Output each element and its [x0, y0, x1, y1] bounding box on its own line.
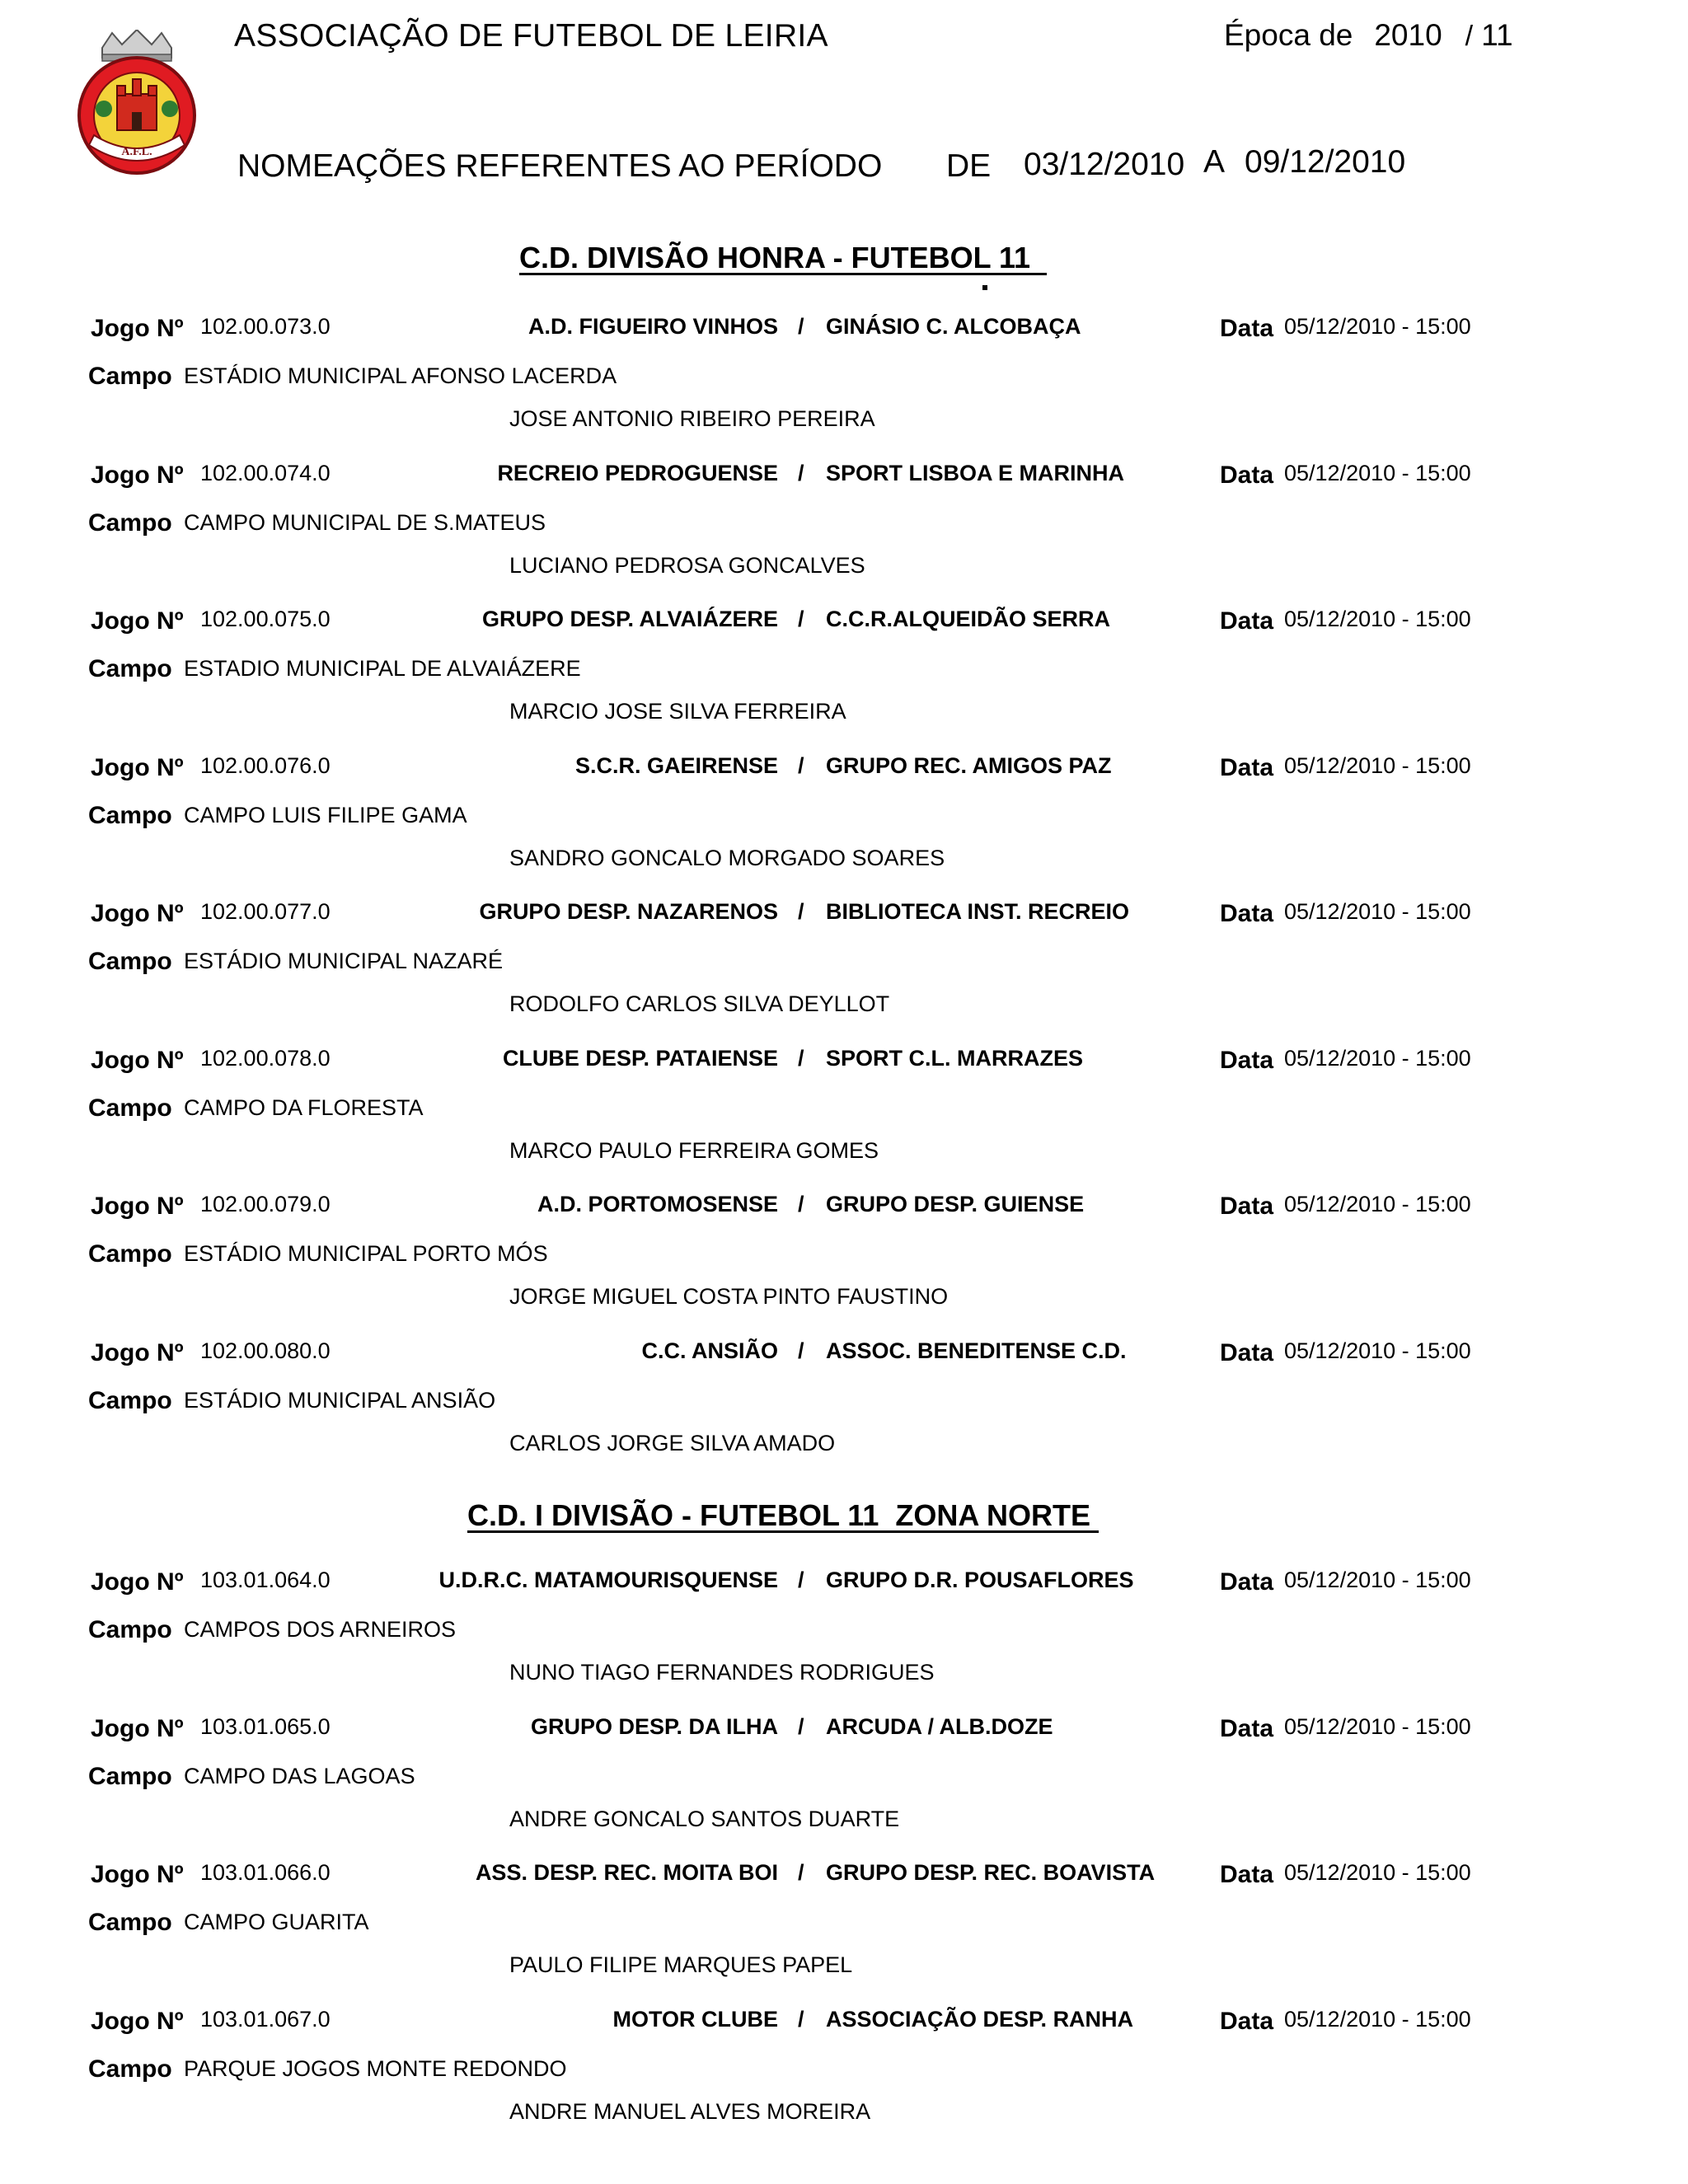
referee-name: JOSE ANTONIO RIBEIRO PEREIRA	[509, 406, 875, 431]
field-name: ESTÁDIO MUNICIPAL NAZARÉ	[184, 949, 504, 973]
game-number-label: Jogo Nº	[91, 461, 184, 489]
game-entry	[0, 607, 1688, 748]
field-name: ESTÁDIO MUNICIPAL ANSIÃO	[184, 1387, 496, 1413]
game-number: 102.00.074.0	[200, 460, 331, 485]
home-team: GRUPO DESP. ALVAIÁZERE	[481, 607, 778, 631]
game-entry	[0, 1047, 1688, 1187]
season-end: 11	[1481, 18, 1513, 52]
referee-name: RODOLFO CARLOS SILVA DEYLLOT	[509, 991, 890, 1016]
referee-name: NUNO TIAGO FERNANDES RODRIGUES	[509, 1660, 935, 1685]
game-date: 05/12/2010 - 15:00	[1284, 1860, 1471, 1885]
home-team: GRUPO DESP. NAZARENOS	[479, 899, 778, 924]
date-label: Data	[1220, 1046, 1274, 1074]
date-label: Data	[1220, 900, 1274, 927]
season-year: 2010	[1374, 18, 1442, 52]
home-team: CLUBE DESP. PATAIENSE	[502, 1045, 778, 1071]
game-number-label: Jogo Nº	[91, 753, 184, 781]
field-label: Campo	[88, 948, 172, 975]
field-name: CAMPO GUARITA	[184, 1910, 369, 1934]
game-number: 102.00.076.0	[200, 752, 331, 778]
game-number: 102.00.078.0	[200, 1045, 331, 1071]
field-label: Campo	[88, 1240, 172, 1268]
date-label: Data	[1220, 753, 1274, 781]
date-label: Data	[1220, 315, 1274, 342]
game-number: 103.01.066.0	[200, 1860, 331, 1885]
referee-name: LUCIANO PEDROSA GONCALVES	[509, 552, 865, 578]
game-entry	[0, 1715, 1688, 1855]
game-entry	[0, 462, 1688, 602]
game-number-label: Jogo Nº	[91, 1714, 184, 1742]
field-name: CAMPO DA FLORESTA	[184, 1094, 424, 1120]
teams-separator: /	[798, 1045, 804, 1071]
game-entry	[0, 1193, 1688, 1333]
teams-separator: /	[798, 1860, 804, 1885]
field-name: CAMPOS DOS ARNEIROS	[184, 1617, 457, 1642]
referee-name: JORGE MIGUEL COSTA PINTO FAUSTINO	[509, 1284, 949, 1309]
game-date: 05/12/2010 - 15:00	[1284, 607, 1471, 631]
field-name: CAMPO DAS LAGOAS	[184, 1763, 415, 1788]
field-label: Campo	[88, 1094, 172, 1122]
date-label: Data	[1220, 607, 1274, 635]
game-number: 103.01.065.0	[200, 1713, 331, 1739]
away-team: GRUPO REC. AMIGOS PAZ	[826, 752, 1112, 778]
game-number-label: Jogo Nº	[91, 607, 184, 635]
field-label: Campo	[88, 1386, 172, 1414]
date-label: Data	[1220, 1568, 1274, 1596]
organization-title: ASSOCIAÇÃO DE FUTEBOL DE LEIRIA	[234, 18, 828, 54]
game-number: 102.00.080.0	[200, 1338, 331, 1363]
game-number-label: Jogo Nº	[91, 1568, 184, 1596]
stray-dot	[982, 285, 987, 290]
home-team: A.D. PORTOMOSENSE	[537, 1192, 778, 1216]
from-label: DE	[946, 148, 992, 184]
game-entry	[0, 1339, 1688, 1479]
away-team: C.C.R.ALQUEIDÃO SERRA	[826, 607, 1111, 631]
date-label: Data	[1220, 1714, 1274, 1742]
field-label: Campo	[88, 2055, 172, 2083]
section-title: C.D. DIVISÃO HONRA - FUTEBOL 11	[518, 241, 1048, 274]
game-number: 102.00.073.0	[200, 314, 331, 339]
teams-separator: /	[798, 607, 804, 631]
teams-separator: /	[798, 314, 804, 339]
away-team: GRUPO DESP. REC. BOAVISTA	[826, 1860, 1156, 1885]
season-label: Época de	[1224, 18, 1353, 52]
field-label: Campo	[88, 1616, 172, 1643]
home-team: U.D.R.C. MATAMOURISQUENSE	[438, 1568, 778, 1592]
away-team: GINÁSIO C. ALCOBAÇA	[826, 314, 1081, 339]
game-date: 05/12/2010 - 15:00	[1284, 1568, 1471, 1592]
away-team: ARCUDA / ALB.DOZE	[826, 1713, 1053, 1739]
teams-separator: /	[798, 1192, 804, 1216]
away-team: SPORT LISBOA E MARINHA	[826, 460, 1125, 485]
game-number-label: Jogo Nº	[91, 1193, 184, 1220]
field-name: CAMPO MUNICIPAL DE S.MATEUS	[184, 509, 546, 535]
field-label: Campo	[88, 801, 172, 829]
game-date: 05/12/2010 - 15:00	[1284, 314, 1471, 339]
field-name: ESTÁDIO MUNICIPAL PORTO MÓS	[184, 1241, 548, 1266]
referee-name: ANDRE MANUEL ALVES MOREIRA	[509, 2098, 871, 2124]
date-label: Data	[1220, 1193, 1274, 1220]
field-label: Campo	[88, 1762, 172, 1790]
field-label: Campo	[88, 1909, 172, 1936]
teams-separator: /	[798, 1713, 804, 1739]
referee-name: MARCO PAULO FERREIRA GOMES	[509, 1137, 879, 1163]
teams-separator: /	[798, 460, 804, 485]
to-label: A	[1203, 144, 1226, 180]
season-info	[1224, 18, 1513, 53]
home-team: S.C.R. GAEIRENSE	[574, 752, 778, 778]
away-team: ASSOCIAÇÃO DESP. RANHA	[826, 2006, 1134, 2032]
field-label: Campo	[88, 363, 172, 390]
away-team: ASSOC. BENEDITENSE C.D.	[826, 1338, 1127, 1363]
game-date: 05/12/2010 - 15:00	[1284, 460, 1471, 485]
game-date: 05/12/2010 - 15:00	[1284, 1338, 1471, 1363]
referee-name: CARLOS JORGE SILVA AMADO	[509, 1430, 836, 1455]
game-date: 05/12/2010 - 15:00	[1284, 1192, 1471, 1216]
game-number-label: Jogo Nº	[91, 1338, 184, 1366]
period-label: NOMEAÇÕES REFERENTES AO PERÍODO	[237, 148, 883, 184]
referee-name: PAULO FILIPE MARQUES PAPEL	[509, 1952, 853, 1977]
game-date: 05/12/2010 - 15:00	[1284, 899, 1471, 924]
referee-name: ANDRE GONCALO SANTOS DUARTE	[509, 1806, 900, 1831]
game-entry	[0, 1861, 1688, 2001]
season-slash: /	[1465, 21, 1474, 52]
game-date: 05/12/2010 - 15:00	[1284, 752, 1471, 778]
date-label: Data	[1220, 461, 1274, 489]
game-number: 102.00.077.0	[200, 899, 331, 924]
game-number-label: Jogo Nº	[91, 1046, 184, 1074]
game-number-label: Jogo Nº	[91, 2007, 184, 2035]
date-label: Data	[1220, 1338, 1274, 1366]
date-label: Data	[1220, 1861, 1274, 1888]
home-team: RECREIO PEDROGUENSE	[497, 460, 778, 485]
to-date: 09/12/2010	[1245, 144, 1406, 180]
game-date: 05/12/2010 - 15:00	[1284, 1045, 1471, 1071]
teams-separator: /	[798, 2006, 804, 2032]
game-entry	[0, 315, 1688, 455]
game-entry	[0, 754, 1688, 894]
game-number: 103.01.064.0	[200, 1568, 331, 1592]
teams-separator: /	[798, 752, 804, 778]
home-team: ASS. DESP. REC. MOITA BOI	[475, 1860, 778, 1885]
afl-crest-logo	[71, 30, 203, 178]
field-name: ESTADIO MUNICIPAL DE ALVAIÁZERE	[184, 656, 581, 681]
game-number: 103.01.067.0	[200, 2006, 331, 2032]
game-number-label: Jogo Nº	[91, 1861, 184, 1888]
game-date: 05/12/2010 - 15:00	[1284, 2006, 1471, 2032]
game-entry	[0, 1568, 1688, 1708]
referee-name: MARCIO JOSE SILVA FERREIRA	[509, 699, 846, 724]
from-date: 03/12/2010	[1024, 147, 1185, 182]
game-entry	[0, 2008, 1688, 2148]
home-team: GRUPO DESP. DA ILHA	[530, 1713, 778, 1739]
away-team: GRUPO D.R. POUSAFLORES	[826, 1568, 1134, 1592]
referee-name: SANDRO GONCALO MORGADO SOARES	[509, 845, 945, 870]
game-number: 102.00.079.0	[200, 1192, 331, 1216]
away-team: SPORT C.L. MARRAZES	[826, 1045, 1084, 1071]
home-team: C.C. ANSIÃO	[641, 1338, 778, 1363]
teams-separator: /	[798, 1568, 804, 1592]
game-date: 05/12/2010 - 15:00	[1284, 1713, 1471, 1739]
game-entry	[0, 900, 1688, 1040]
teams-separator: /	[798, 899, 804, 924]
game-number-label: Jogo Nº	[91, 315, 184, 342]
field-name: ESTÁDIO MUNICIPAL AFONSO LACERDA	[184, 363, 617, 388]
field-label: Campo	[88, 509, 172, 537]
date-label: Data	[1220, 2007, 1274, 2035]
field-label: Campo	[88, 655, 172, 682]
home-team: MOTOR CLUBE	[612, 2006, 778, 2032]
game-number-label: Jogo Nº	[91, 900, 184, 927]
away-team: BIBLIOTECA INST. RECREIO	[826, 899, 1130, 924]
field-name: PARQUE JOGOS MONTE REDONDO	[184, 2055, 567, 2081]
section-title: C.D. I DIVISÃO - FUTEBOL 11 ZONA NORTE	[467, 1498, 1100, 1532]
teams-separator: /	[798, 1338, 804, 1363]
game-number: 102.00.075.0	[200, 607, 331, 631]
field-name: CAMPO LUIS FILIPE GAMA	[184, 802, 467, 827]
away-team: GRUPO DESP. GUIENSE	[826, 1192, 1085, 1216]
home-team: A.D. FIGUEIRO VINHOS	[528, 314, 778, 339]
svg-text:A.F.L.: A.F.L.	[121, 146, 152, 158]
